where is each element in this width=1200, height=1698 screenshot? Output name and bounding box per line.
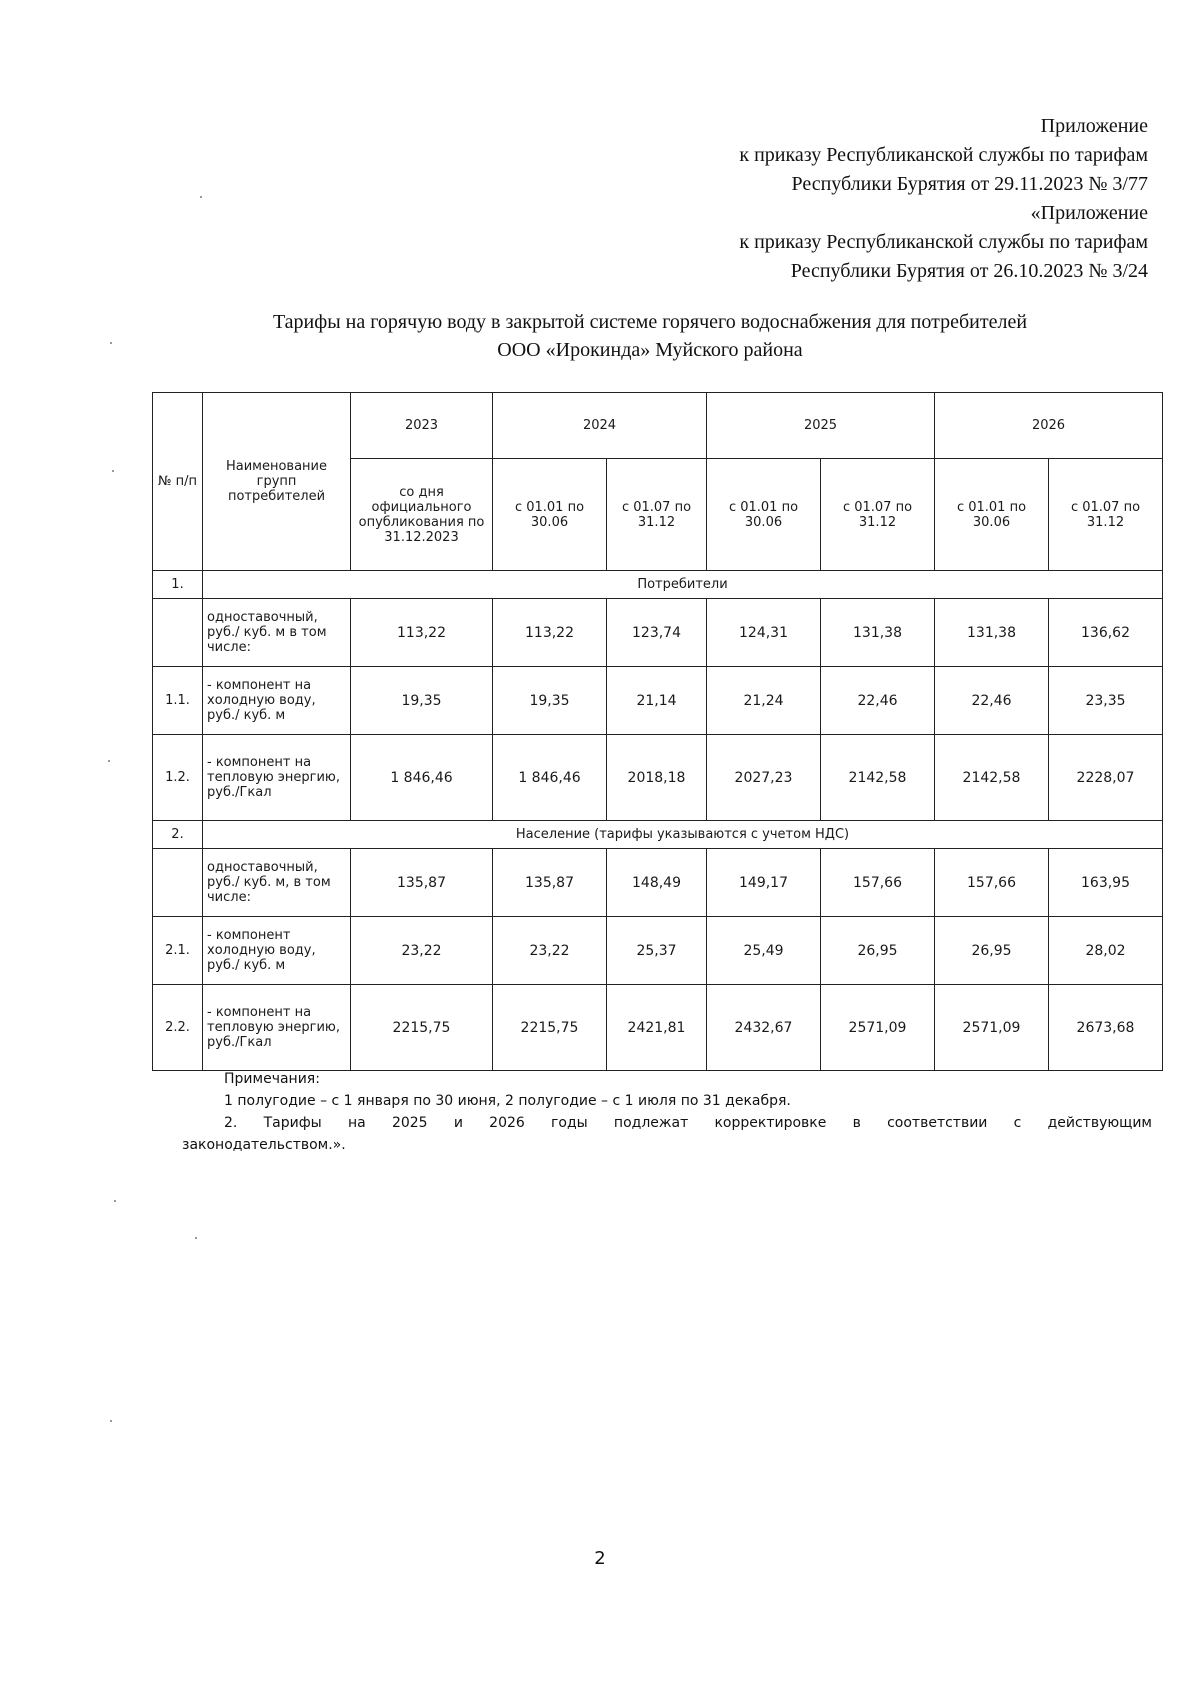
section-title: Население (тарифы указываются с учетом НДС) (203, 821, 1163, 849)
row-name: - компонент холодную воду, руб./ куб. м (203, 917, 351, 985)
page-number: 2 (594, 1548, 606, 1569)
tariff-value: 148,49 (607, 849, 707, 917)
header-line: Республики Бурятия от 29.11.2023 № 3/77 (791, 173, 1148, 195)
note-item-2: 2. Тарифы на 2025 и 2026 годы подлежат корректировке в соответствии с действующим (224, 1115, 1152, 1131)
tariff-value: 113,22 (351, 599, 493, 667)
tariff-value: 23,22 (493, 917, 607, 985)
period-header: с 01.07 по 31.12 (607, 459, 707, 571)
header-line: Приложение (1040, 115, 1148, 137)
row-name: - компонент на холодную воду, руб./ куб. м (203, 667, 351, 735)
tariff-value: 123,74 (607, 599, 707, 667)
tariff-value: 1 846,46 (493, 735, 607, 821)
tariff-value: 124,31 (707, 599, 821, 667)
document-title (140, 308, 1160, 364)
row-name: - компонент на тепловую энергию, руб./Гкал (203, 985, 351, 1071)
section-row (153, 571, 1163, 599)
table-row (153, 599, 1163, 667)
row-name: одноставочный, руб./ куб. м в том числе: (203, 599, 351, 667)
row-name: - компонент на тепловую энергию, руб./Гкал (203, 735, 351, 821)
section-title: Потребители (203, 571, 1163, 599)
tariff-value: 113,22 (493, 599, 607, 667)
row-name: одноставочный, руб./ куб. м, в том числе: (203, 849, 351, 917)
row-number: 2.2. (153, 985, 203, 1071)
section-number: 1. (153, 571, 203, 599)
tariff-value: 23,22 (351, 917, 493, 985)
scan-speck (114, 1200, 116, 1202)
tariff-value: 25,49 (707, 917, 821, 985)
tariff-value: 135,87 (493, 849, 607, 917)
year-header: 2024 (493, 393, 707, 459)
tariff-table (152, 392, 1163, 1071)
tariff-value: 2142,58 (935, 735, 1049, 821)
row-number: 1.2. (153, 735, 203, 821)
tariff-value: 136,62 (1049, 599, 1163, 667)
tariff-value: 2215,75 (493, 985, 607, 1071)
title-line-2: ООО «Ирокинда» Муйского района (497, 339, 803, 361)
note-item-1: 1 полугодие – с 1 января по 30 июня, 2 полугодие – с 1 июля по 31 декабря. (224, 1093, 791, 1109)
tariff-value: 163,95 (1049, 849, 1163, 917)
year-header: 2023 (351, 393, 493, 459)
tariff-value: 2228,07 (1049, 735, 1163, 821)
tariff-value: 19,35 (493, 667, 607, 735)
scan-speck (195, 1237, 197, 1239)
table-row (153, 849, 1163, 917)
period-header: с 01.01 по 30.06 (493, 459, 607, 571)
tariff-value: 19,35 (351, 667, 493, 735)
row-number: 2.1. (153, 917, 203, 985)
tariff-value: 21,14 (607, 667, 707, 735)
table-row (153, 735, 1163, 821)
table-row (153, 985, 1163, 1071)
tariff-value: 23,35 (1049, 667, 1163, 735)
header-line: «Приложение (1030, 202, 1148, 224)
tariff-value: 131,38 (935, 599, 1049, 667)
period-header: со дня официального опубликования по 31.12.2023 (351, 459, 493, 571)
tariff-value: 1 846,46 (351, 735, 493, 821)
tariff-value: 2432,67 (707, 985, 821, 1071)
title-line-1: Тарифы на горячую воду в закрытой системе горячего водоснабжения для потребителей (272, 311, 1028, 333)
tariff-value: 149,17 (707, 849, 821, 917)
scan-speck (110, 1420, 112, 1422)
year-header: 2026 (935, 393, 1163, 459)
header-line: к приказу Республиканской службы по тарифам (739, 144, 1148, 166)
period-header: с 01.07 по 31.12 (821, 459, 935, 571)
section-number: 2. (153, 821, 203, 849)
scan-speck (108, 760, 110, 762)
table-row (153, 667, 1163, 735)
row-number (153, 599, 203, 667)
tariff-value: 2018,18 (607, 735, 707, 821)
tariff-value: 28,02 (1049, 917, 1163, 985)
tariff-value: 157,66 (935, 849, 1049, 917)
column-header-number: № п/п (153, 393, 203, 571)
note-item-2-continuation: законодательством.». (182, 1137, 346, 1153)
appendix-header (739, 112, 1148, 286)
tariff-value: 2027,23 (707, 735, 821, 821)
scan-speck (112, 470, 114, 472)
header-line: к приказу Республиканской службы по тарифам (739, 231, 1148, 253)
tariff-value: 22,46 (821, 667, 935, 735)
tariff-value: 26,95 (821, 917, 935, 985)
tariff-value: 21,24 (707, 667, 821, 735)
header-line: Республики Бурятия от 26.10.2023 № 3/24 (790, 260, 1148, 282)
table-row (153, 917, 1163, 985)
period-header: с 01.01 по 30.06 (707, 459, 821, 571)
tariff-value: 131,38 (821, 599, 935, 667)
scan-speck (110, 342, 112, 344)
column-header-consumer-group: Наименование групп потребителей (203, 393, 351, 571)
scan-speck (200, 196, 202, 198)
tariff-value: 2421,81 (607, 985, 707, 1071)
tariff-value: 22,46 (935, 667, 1049, 735)
year-header: 2025 (707, 393, 935, 459)
notes-heading: Примечания: (224, 1071, 320, 1087)
period-header: с 01.07 по 31.12 (1049, 459, 1163, 571)
row-number: 1.1. (153, 667, 203, 735)
tariff-value: 25,37 (607, 917, 707, 985)
tariff-value: 2142,58 (821, 735, 935, 821)
tariff-value: 2673,68 (1049, 985, 1163, 1071)
tariff-value: 135,87 (351, 849, 493, 917)
tariff-value: 2571,09 (935, 985, 1049, 1071)
section-row (153, 821, 1163, 849)
tariff-value: 157,66 (821, 849, 935, 917)
row-number (153, 849, 203, 917)
tariff-value: 2571,09 (821, 985, 935, 1071)
notes (182, 1068, 1152, 1156)
period-header: с 01.01 по 30.06 (935, 459, 1049, 571)
tariff-value: 26,95 (935, 917, 1049, 985)
tariff-value: 2215,75 (351, 985, 493, 1071)
